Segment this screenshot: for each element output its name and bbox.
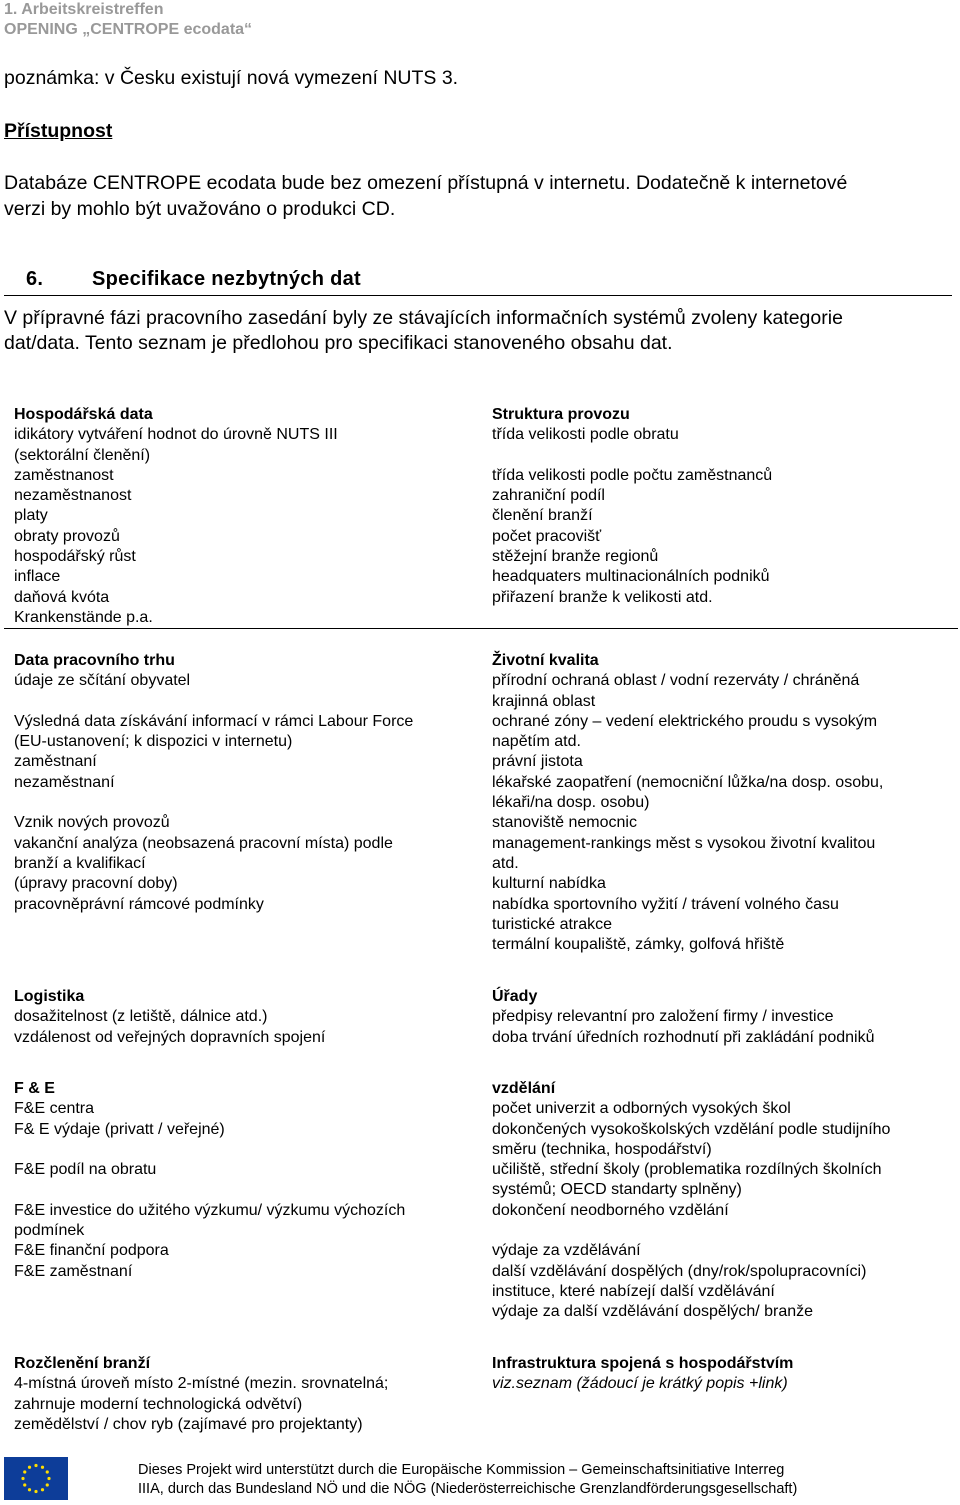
list-item: ochrané zóny – vedení elektrického proudu s vysokým [492,712,878,730]
eu-flag-icon [4,1457,68,1500]
eu-star-icon [23,1470,26,1473]
list-item: právní jistota [492,753,583,771]
block-rozcleneni-branzi [14,1354,472,1435]
list-item: kulturní nabídka [492,875,606,893]
block-title: Logistika [14,988,85,1005]
access-heading: Přístupnost [4,120,113,142]
list-item: zahrnuje moderní technologická odvětví) [14,1395,303,1413]
list-item: dokončení neodborného vzdělání [492,1201,729,1219]
list-item: předpisy relevantní pro založení firmy / investice [492,1008,834,1026]
document-header [4,0,252,40]
list-item: třída velikosti podle obratu [492,426,679,444]
list-item: 4-místná úroveň místo 2-místné (mezin. srovnatelná; [14,1375,389,1393]
section-6-heading [4,268,952,296]
block-data-pracovniho-trhu [14,651,472,915]
block-infrastruktura [492,1354,950,1395]
block-hospodarska-data [14,405,472,628]
header-line-2: OPENING „CENTROPE ecodata“ [4,21,253,38]
list-item: inflace [14,568,61,586]
note-nuts: poznámka: v Česku existují nová vymezení NUTS 3. [4,67,459,89]
list-item: údaje ze sčítání obyvatel [14,672,191,690]
list-item: lékaři/na dosp. osobu) [492,794,650,812]
list-item: platy [14,507,48,525]
block-title: Hospodářská data [14,406,153,423]
list-item: F&E zaměstnaní [14,1262,133,1280]
list-item: F&E podíl na obratu [14,1161,157,1179]
list-item: výdaje za další vzdělávání dospělých/ branže [492,1303,814,1321]
list-item: F& E výdaje (privatt / veřejné) [14,1120,225,1138]
block-title: Infrastruktura spojená s hospodářstvím [492,1355,794,1372]
list-item: Výsledná data získávání informací v rámci Labour Force [14,712,414,730]
list-item: dokončených vysokoškolských vzdělání podle studijního [492,1120,891,1138]
list-item: nabídka sportovního vyžití / trávení volného času [492,895,839,913]
list-item: headquaters multinacionálních podniků [492,568,770,586]
eu-star-icon [34,1490,37,1493]
eu-star-icon [28,1466,31,1469]
list-item: atd. [492,854,519,872]
list-item: nezaměstnaní [14,773,115,791]
list-item: členění branží [492,507,593,525]
header-line-1: 1. Arbeitskreistreffen [4,1,164,18]
list-item: podmínek [14,1222,85,1240]
list-item: lékařské zaopatření (nemocniční lůžka/na dosp. osobu, [492,773,884,791]
list-item: zaměstnanost [14,466,114,484]
block-title: vzdělání [492,1080,556,1097]
block-title: Rozčlenění branží [14,1355,151,1372]
list-item: zaměstnaní [14,753,97,771]
block-struktura-provozu [492,405,950,608]
block-title: Úřady [492,988,538,1005]
list-item: zahraniční podíl [492,487,605,505]
block-urady [492,987,950,1048]
divider-line [4,628,958,629]
list-item: management-rankings měst s vysokou životní kvalitou [492,834,876,852]
eu-star-icon [41,1488,44,1491]
list-item: (EU-ustanovení; k dispozici v internetu) [14,733,293,751]
eu-star-icon [28,1488,31,1491]
intro-line-1: V přípravné fázi pracovního zasedání byly ze stávajících informačních systémů zvoleny kategorie [4,307,843,329]
list-item: počet pracovišť [492,527,602,545]
list-item: třída velikosti podle počtu zaměstnanců [492,466,773,484]
footer-line-1: Dieses Projekt wird unterstützt durch die Europäische Kommission – Gemeinschaftsinitiative Interreg [138,1462,785,1478]
footer-text [138,1461,958,1498]
list-item: stěžejní branže regionů [492,548,659,566]
list-item: F&E finanční podpora [14,1242,169,1260]
access-line-2: verzi by mohlo být uvažováno o produkci CD. [4,198,396,220]
list-item: dosažitelnost (z letiště, dálnice atd.) [14,1008,268,1026]
list-item: přiřazení branže k velikosti atd. [492,588,713,606]
block-title: Životní kvalita [492,652,599,669]
list-item: obraty provozů [14,527,120,545]
list-item: další vzdělávání dospělých (dny/rok/spolupracovníci) [492,1262,867,1280]
list-item: krajinná oblast [492,692,596,710]
list-item: vakanční analýza (neobsazená pracovní místa) podle [14,834,393,852]
list-item: instituce, které nabízejí další vzdělávání [492,1282,775,1300]
list-item: stanoviště nemocnic [492,814,637,832]
eu-star-icon [21,1477,24,1480]
list-item: viz.seznam (žádoucí je krátký popis +link) [492,1375,788,1393]
list-item: branží a kvalifikací [14,854,146,872]
list-item: nezaměstnanost [14,487,132,505]
eu-star-icon [23,1483,26,1486]
list-item [492,446,950,466]
eu-stars-icon [4,1457,68,1500]
block-zivotni-kvalita [492,651,950,955]
block-logistika [14,987,472,1048]
block-vzdelani [492,1079,950,1323]
list-item: vzdálenost od veřejných dopravních spojení [14,1028,326,1046]
block-title: Data pracovního trhu [14,652,175,669]
eu-star-icon [46,1483,49,1486]
block-title: Struktura provozu [492,406,630,423]
list-item: termální koupaliště, zámky, golfová hřiště [492,936,785,954]
block-title: F & E [14,1080,55,1097]
block-f-e [14,1079,472,1282]
list-item: turistické atrakce [492,915,613,933]
list-item: směru (technika, hospodářství) [492,1140,712,1158]
list-item: doba trvání úředních rozhodnutí při zakládání podniků [492,1028,875,1046]
eu-star-icon [46,1470,49,1473]
list-item: výdaje za vzdělávání [492,1242,641,1260]
intro-line-2: dat/data. Tento seznam je předlohou pro specifikaci stanoveného obsahu dat. [4,332,673,354]
eu-star-icon [34,1464,37,1467]
section-6-intro [4,306,954,356]
list-item: systémů; OECD standarty splněny) [492,1181,742,1199]
list-item: pracovněprávní rámcové podmínky [14,895,264,913]
list-item: napětím atd. [492,733,581,751]
list-item: daňová kvóta [14,588,110,606]
list-item: (sektorální členění) [14,446,151,464]
list-item: zemědělství / chov ryb (zajímavé pro projektanty) [14,1415,363,1433]
list-item: počet univerzit a odborných vysokých škol [492,1100,791,1118]
access-line-1: Databáze CENTROPE ecodata bude bez omezení přístupná v internetu. Dodatečně k internetové [4,172,848,194]
eu-star-icon [47,1477,50,1480]
list-item: Krankenstände p.a. [14,608,153,626]
section-number: 6. [26,268,44,290]
section-title: Specifikace nezbytných dat [92,268,362,290]
list-item: (úpravy pracovní doby) [14,875,178,893]
page-footer [0,1455,960,1500]
list-item: přírodní ochraná oblast / vodní rezerváty / chráněná [492,672,860,690]
list-item: učiliště, střední školy (problematika rozdílných školních [492,1161,882,1179]
list-item: Vznik nových provozů [14,814,170,832]
list-item: F&E centra [14,1100,95,1118]
eu-star-icon [41,1466,44,1469]
list-item: hospodářský růst [14,548,136,566]
list-item: F&E investice do užitého výzkumu/ výzkumu výchozích [14,1201,406,1219]
footer-line-2: IIIA, durch das Bundesland NÖ und die NÖG (Niederösterreichische Grenzlandförderungsgesellschaft) [138,1480,798,1497]
list-item: idikátory vytváření hodnot do úrovně NUTS III [14,426,338,444]
